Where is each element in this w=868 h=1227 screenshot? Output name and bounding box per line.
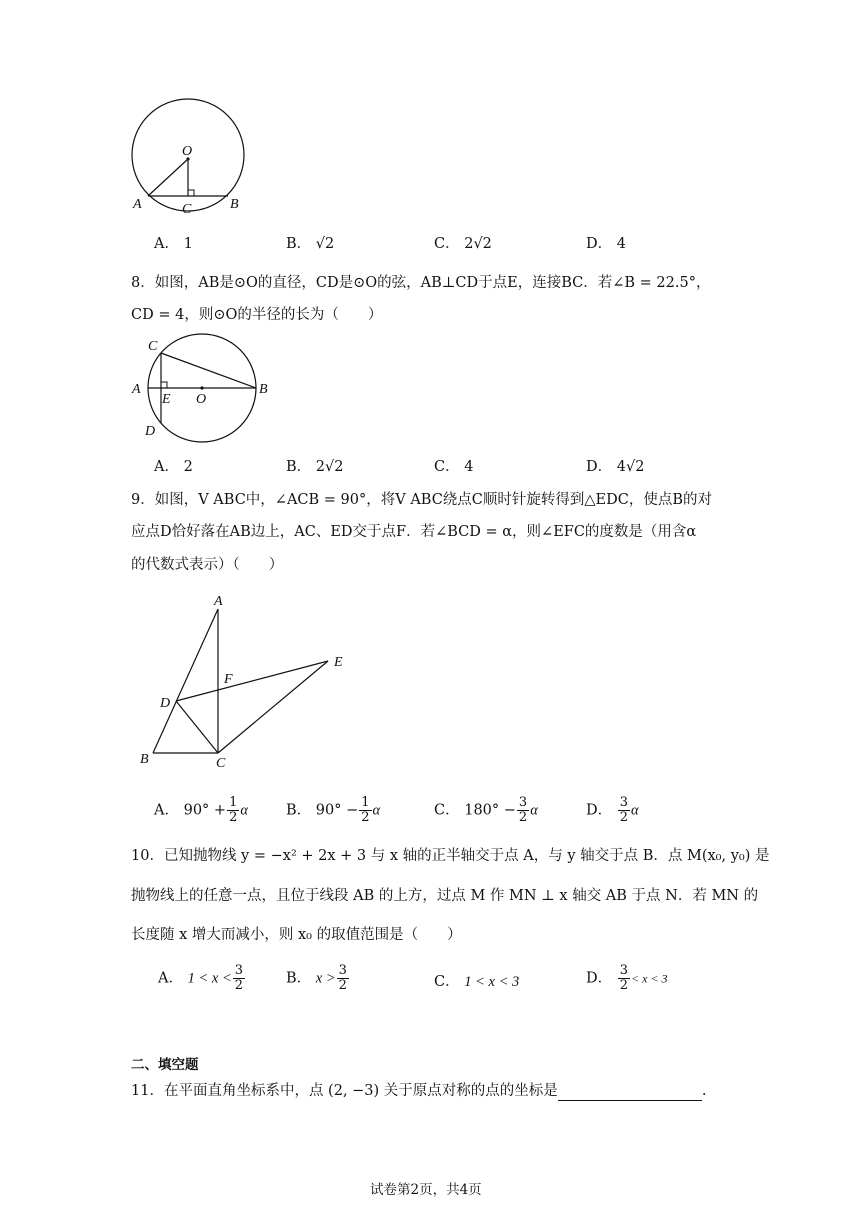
q7-right-angle-mark	[188, 190, 194, 196]
q10-option-c[interactable]: C． 1 < x < 3	[434, 974, 520, 990]
q8-segment-cb	[161, 353, 256, 388]
q8-label-a: A	[132, 382, 141, 397]
q7-label-o: O	[182, 144, 193, 159]
q8-option-d[interactable]: D． 4√2	[586, 459, 645, 475]
q8-label-d: D	[145, 424, 156, 439]
q9-label-c: C	[216, 756, 226, 771]
q9-stem-line3: 的代数式表示）（ ）	[131, 557, 284, 573]
q11-answer-blank[interactable]	[558, 1086, 702, 1101]
q9-segment-dc	[176, 701, 218, 753]
q8-option-c[interactable]: C． 4	[434, 459, 474, 475]
q7-segment-oa	[148, 159, 188, 196]
q9-option-d[interactable]: D． $\frac{3}{2}$ α	[586, 795, 639, 825]
q9-segment-ec	[218, 661, 328, 753]
q8-label-e: E	[162, 392, 171, 407]
page-footer: 试卷第2页，共4页	[370, 1182, 482, 1198]
q10-stem-line1: 10．已知抛物线 y = −x² + 2x + 3 与 x 轴的正半轴交于点 A，与 y 轴交于点 B．点 M(x₀, y₀) 是	[131, 848, 770, 864]
q9-label-a: A	[214, 594, 223, 609]
q9-label-b: B	[140, 752, 149, 767]
q8-label-o: O	[196, 392, 207, 407]
q8-stem-line2: CD = 4，则⊙O的半径的长为（ ）	[131, 307, 383, 323]
q9-figure	[130, 590, 360, 775]
q9-stem-line2: 应点D恰好落在AB边上，AC、ED交于点F．若∠BCD = α，则∠EFC的度数是（用含α	[131, 524, 697, 540]
q11-stem: 11．在平面直角坐标系中，点 (2, −3) 关于原点对称的点的坐标是 .	[131, 1083, 707, 1099]
q10-option-b[interactable]: B． x > $\frac{3}{2}$	[286, 963, 347, 993]
q8-label-b: B	[259, 382, 268, 397]
q9-label-f: F	[224, 672, 233, 687]
q7-option-c[interactable]: C． 2√2	[434, 236, 492, 252]
q7-option-d[interactable]: D． 4	[586, 236, 626, 252]
q10-stem-line2: 抛物线上的任意一点，且位于线段 AB 的上方，过点 M 作 MN ⊥ x 轴交 AB 于点 N．若 MN 的	[131, 888, 759, 904]
q10-option-d[interactable]: D． $\frac{3}{2}$ < x < 3	[586, 963, 668, 993]
q9-segment-de	[176, 661, 328, 701]
section-title: 二、填空题	[131, 1057, 199, 1073]
q8-right-angle-mark	[161, 382, 167, 388]
q9-label-d: D	[160, 696, 171, 711]
q9-option-c[interactable]: C． 180° − $\frac{3}{2}$ α	[434, 795, 538, 825]
q8-stem-line1: 8．如图，AB是⊙O的直径，CD是⊙O的弦，AB⊥CD于点E，连接BC．若∠B = 22.5°，	[131, 275, 711, 291]
q8-figure	[128, 333, 278, 445]
q8-option-a[interactable]: A． 2	[154, 459, 193, 475]
q9-segment-ab	[153, 609, 218, 753]
q7-label-a: A	[133, 197, 142, 212]
q9-option-b[interactable]: B． 90° − $\frac{1}{2}$ α	[286, 795, 381, 825]
q7-label-b: B	[230, 197, 239, 212]
q7-figure	[125, 98, 255, 218]
q8-center-dot	[200, 386, 203, 389]
q9-option-a[interactable]: A． 90° + $\frac{1}{2}$ α	[154, 795, 248, 825]
q10-option-a[interactable]: A． 1 < x < $\frac{3}{2}$	[158, 963, 244, 993]
q7-option-b[interactable]: B． √2	[286, 236, 335, 252]
q9-stem-line1: 9．如图，V ABC中，∠ACB = 90°，将V ABC绕点C顺时针旋转得到△EDC，使点B的对	[131, 492, 713, 508]
q9-label-e: E	[334, 655, 343, 670]
q7-option-a[interactable]: A． 1	[154, 236, 193, 252]
q10-stem-line3: 长度随 x 增大而减小，则 x₀ 的取值范围是（ ）	[131, 927, 462, 943]
q8-label-c: C	[148, 339, 158, 354]
q7-label-c: C	[182, 202, 192, 217]
q8-option-b[interactable]: B． 2√2	[286, 459, 344, 475]
